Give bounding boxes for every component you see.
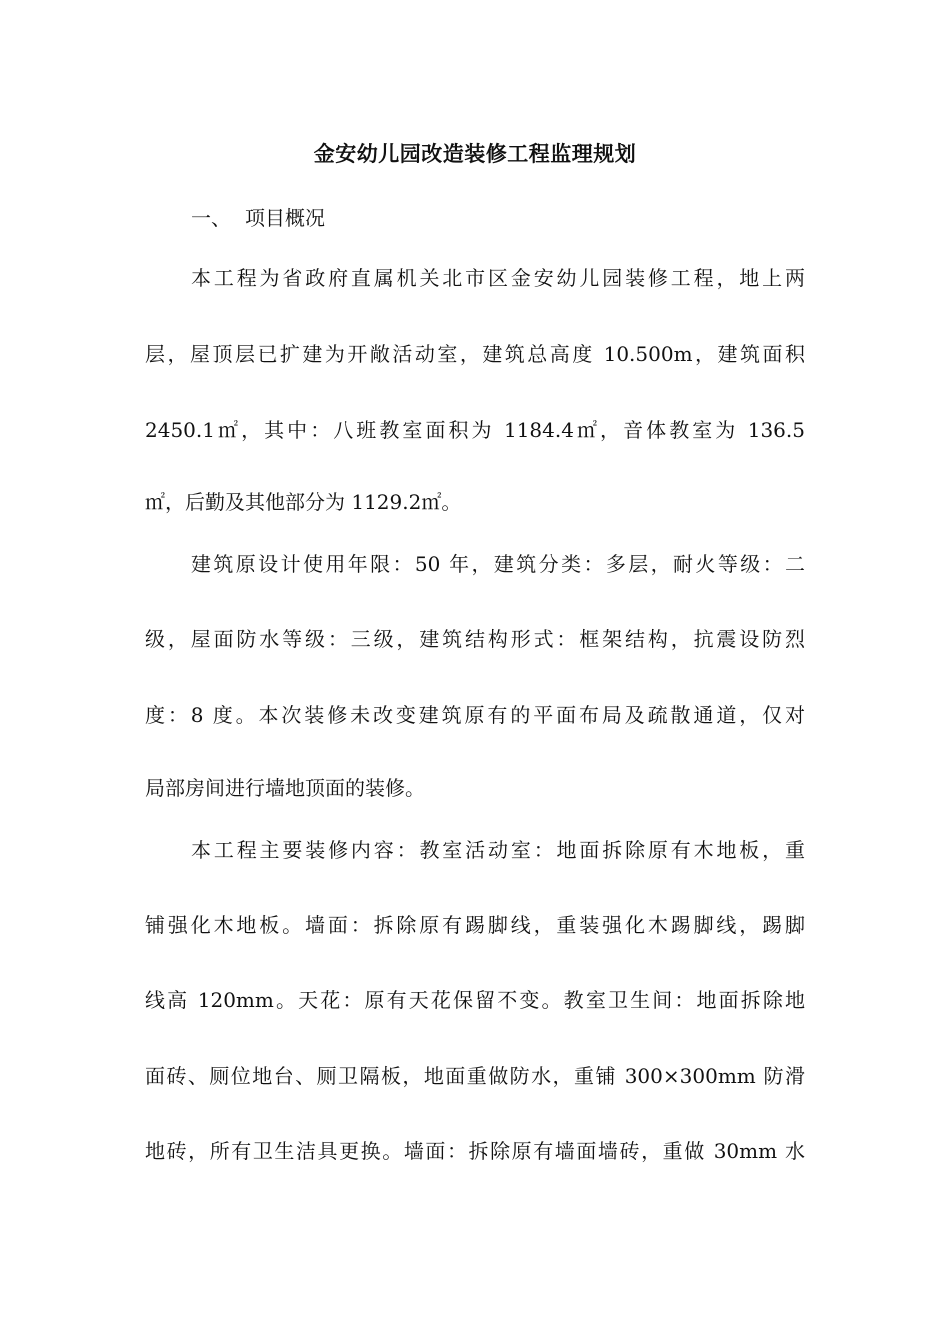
paragraph-line: 级，屋面防水等级：三级，建筑结构形式：框架结构，抗震设防烈: [145, 627, 805, 651]
paragraph-line: 本工程主要装修内容：教室活动室：地面拆除原有木地板，重: [191, 838, 805, 862]
paragraph-line: 度：8 度。本次装修未改变建筑原有的平面布局及疏散通道，仅对: [145, 703, 805, 727]
paragraph-line: 地砖，所有卫生洁具更换。墙面：拆除原有墙面墙砖，重做 30mm 水: [145, 1139, 805, 1163]
paragraph-line: 层，屋顶层已扩建为开敞活动室，建筑总高度 10.500m，建筑面积: [145, 342, 805, 366]
document-title: 金安幼儿园改造装修工程监理规划: [313, 141, 637, 166]
paragraph-line: 建筑原设计使用年限：50 年，建筑分类：多层，耐火等级：二: [191, 552, 805, 576]
section-heading-text: 项目概况: [245, 206, 325, 230]
paragraph-line: 本工程为省政府直属机关北市区金安幼儿园装修工程，地上两: [191, 266, 805, 290]
paragraph-line: 局部房间进行墙地顶面的装修。: [145, 776, 425, 800]
paragraph-line: 线高 120mm。天花：原有天花保留不变。教室卫生间：地面拆除地: [145, 988, 805, 1012]
section-number: 一、: [191, 206, 231, 230]
section-heading: [191, 202, 325, 231]
paragraph-line: ㎡，后勤及其他部分为 1129.2㎡。: [145, 490, 462, 514]
paragraph-line: 面砖、厕位地台、厕卫隔板，地面重做防水，重铺 300×300mm 防滑: [145, 1064, 805, 1088]
paragraph-line: 铺强化木地板。墙面：拆除原有踢脚线，重装强化木踢脚线，踢脚: [145, 913, 805, 937]
paragraph-line: 2450.1㎡，其中：八班教室面积为 1184.4㎡，音体教室为 136.5: [145, 418, 805, 442]
